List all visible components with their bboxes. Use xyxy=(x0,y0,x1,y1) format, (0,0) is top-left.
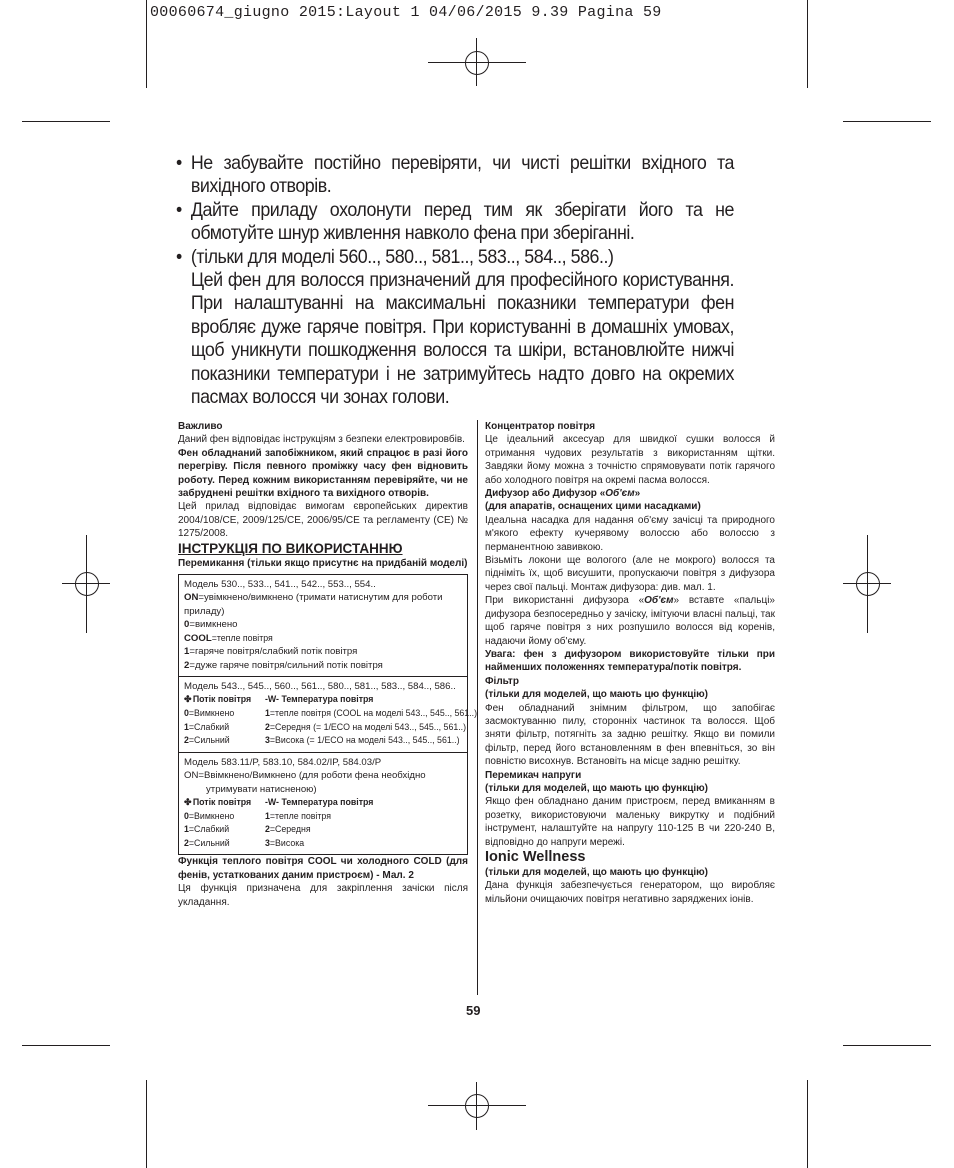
switch-table-section-2 xyxy=(179,676,477,752)
setting-cool: COOL=тепле повітря xyxy=(184,632,273,644)
model-line: Модель 530.., 533.., 541.., 542.., 553.., 554.. xyxy=(184,579,376,591)
directives-text: Цей прилад відповідає вимогам європейських директив 2004/108/CE, 2009/125/CE, 2006/95/CE та регламенту (CE) № 1275/2008. xyxy=(178,501,468,540)
temperature-cell: 2=Середня xyxy=(265,824,311,835)
temperature-header: -W- Температура повітря xyxy=(265,796,374,807)
filter-title: Фільтр xyxy=(485,675,519,687)
model-line: Модель 543.., 545.., 560.., 561.., 580.., 581.., 583.., 584.., 586.. xyxy=(184,680,456,692)
airflow-cell: 0=Вимкнено xyxy=(184,810,235,821)
bullet-item xyxy=(176,199,734,246)
on-line: ON=Ввімкнено/Вимкнено (для роботи фена необхідно xyxy=(184,770,426,782)
page-number: 59 xyxy=(466,1003,481,1018)
settings-grid xyxy=(184,796,462,850)
important-bold-text: Фен обладнаний запобіжником, який спрацює в разі його перегріву. Після певного проміжку часу фен відновить роботу. Перед кожним використанням перевіряйте, чи не забруднені решітки вхідного та вихідного отворів. xyxy=(178,447,468,500)
airflow-header: ✤ Потік повітря xyxy=(184,694,252,705)
heat-icon: -W- xyxy=(265,796,279,807)
on-line-continued: утримувати натисненою) xyxy=(206,783,317,795)
warning-bullet-list xyxy=(176,152,734,409)
crop-mark-bottom-left-h xyxy=(22,1045,110,1046)
bullet-text: Не забувайте постійно перевіряти, чи чисті решітки вхідного та вихідного отворів. xyxy=(190,153,734,198)
left-column xyxy=(178,420,477,909)
temperature-cell: 3=Висока (= 1/ECO на моделі 543.., 545.., 561..) xyxy=(265,735,460,746)
setting-on: ON=увімкнено/вимкнено (тримати натиснутим для роботи приладу) xyxy=(184,592,443,617)
crop-mark-top-right-v xyxy=(807,0,808,88)
airflow-cell: 1=Слабкий xyxy=(184,824,230,835)
temperature-cell: 1=тепле повітря xyxy=(265,810,331,821)
diffuser-text: Візьміть локони ще вологого (але не мокрого) волосся та підніміть їх, щоб висушити, пропускаючи повітря з дифузора через свої пальці. Монтаж дифузора: див. мал. 1. xyxy=(485,555,775,593)
switch-title: Перемикання (тільки якщо присутнє на придбаній моделі) xyxy=(178,557,468,569)
temperature-cell: 1=тепле повітря (COOL на моделі 543.., 545.., 561..) xyxy=(265,707,477,718)
crop-mark-top-right-h xyxy=(843,121,931,122)
concentrator-text: Це ідеальний аксесуар для швидкої сушки волосся й отримання чудових результатів з використанням щітки. Завдяки йому можна з точністю спрямовувати потік гарячого або холодного повітря на окремі пасма волосся. xyxy=(485,434,775,486)
model-line: Модель 583.11/P, 583.10, 584.02/IP, 584.03/P xyxy=(184,756,382,768)
setting-0: 0=вимкнено xyxy=(184,619,238,631)
switch-table-section-1 xyxy=(179,575,467,676)
ionic-text: Дана функція забезпечується генератором, що виробляє мільйони очищаючих повітря негативно заряджених іонів. xyxy=(485,880,775,905)
ionic-subtitle: (тільки для моделей, що мають цю функцію) xyxy=(485,867,709,878)
switch-table xyxy=(178,574,477,855)
crop-mark-top-left-h xyxy=(22,121,110,122)
bullet-text: Дайте приладу охолонути перед тим як зберігати його та не обмотуйте шнур живлення навколо фена при зберіганні. xyxy=(190,199,734,245)
bullet-extra-text: Цей фен для волосся призначений для професійного користування. При налаштуванні на максимальні показники температури фен вробляє дуже гаряче повітря. При користуванні в домашніх умовах, щоб уникнути пошкодження волосся та шкіри, встановлюйте нижчі показники температури і не затримуйтесь надто довго на окремих пасмах волосся чи зонах голови. xyxy=(190,270,734,409)
temperature-cell: 3=Висока xyxy=(265,837,305,848)
setting-2: 2=дуже гаряче повітря/сильний потік повітря xyxy=(184,659,383,671)
diffuser-subtitle: (для апаратів, оснащених цими насадками) xyxy=(485,501,701,513)
column-divider xyxy=(477,420,478,995)
bullet-item xyxy=(176,152,734,199)
concentrator-title: Концентратор повітря xyxy=(485,421,596,432)
bullet-text: (тільки для моделі 560.., 580.., 581.., 583.., 584.., 586..) xyxy=(190,246,614,268)
ionic-title: Ionic Wellness xyxy=(485,849,586,865)
print-slug: 00060674_giugno 2015:Layout 1 04/06/2015 9.39 Pagina 59 xyxy=(150,4,662,21)
important-text: Даний фен відповідає інструкціям з безпеки електровировбів. xyxy=(178,434,465,446)
crop-mark-bottom-right-v xyxy=(807,1080,808,1168)
temperature-cell: 2=Середня (= 1/ECO на моделі 543.., 545.., 561..) xyxy=(265,721,467,732)
setting-1: 1=гаряче повітря/слабкий потік повітря xyxy=(184,646,358,658)
airflow-cell: 2=Сильний xyxy=(184,837,230,848)
fan-icon: ✤ xyxy=(184,694,191,705)
diffuser-warning: Увага: фен з дифузором використовуйте тільки при найменших положеннях температура/потік повітря. xyxy=(485,648,775,674)
airflow-header: ✤ Потік повітря xyxy=(184,796,252,807)
cool-function-title: Функція теплого повітря COOL чи холодного COLD (для фенів, устаткованих даним пристроєм) - Мал. 2 xyxy=(178,856,468,881)
crop-mark-bottom-right-h xyxy=(843,1045,931,1046)
bullet-glyph: • xyxy=(176,246,182,268)
voltage-text: Якщо фен обладнано даним пристроєм, перед вмиканням в розетку, використовуючи маленьку викрутку и подібний інструмент, налаштуйте на напругу 110-125 В чи 220-240 В, відповідно до напруги мережі. xyxy=(485,796,775,848)
bullet-glyph: • xyxy=(176,153,182,174)
switch-table-section-3 xyxy=(179,752,467,855)
crop-mark-bottom-left-v xyxy=(146,1080,147,1168)
instructions-title: ІНСТРУКЦІЯ ПО ВИКОРИСТАННЮ xyxy=(178,540,403,556)
cool-function-text: Ця функція призначена для закріплення зачіски після укладання. xyxy=(178,883,468,908)
heat-icon: -W- xyxy=(265,694,279,705)
bullet-item xyxy=(176,246,734,410)
diffuser-title: Дифузор або Дифузор «Об'єм» xyxy=(485,488,641,500)
diffuser-text: Ідеальна насадка для надання об'єму зачісці та природного м'якого ефекту кучерявому волоссю або волоссю з перманентною завивкою. xyxy=(485,514,775,553)
bullet-glyph: • xyxy=(176,199,182,221)
diffuser-usage-text: При використанні дифузора «Об'єм» вставте «пальці» дифузора безпосередньо у зачіску, імітуючи власні пальці, так щоб гаряче повітря з них розпушило волосся від коренів, надаючи йому об'єму. xyxy=(485,595,775,647)
voltage-subtitle: (тільки для моделей, що мають цю функцію) xyxy=(485,782,709,794)
important-title: Важливо xyxy=(178,421,223,432)
voltage-title: Перемикач напруги xyxy=(485,769,582,781)
airflow-cell: 0=Вимкнено xyxy=(184,707,235,718)
right-column xyxy=(485,420,775,906)
airflow-cell: 1=Слабкий xyxy=(184,721,230,732)
crop-mark-top-left-v xyxy=(146,0,147,88)
fan-icon: ✤ xyxy=(184,796,191,807)
filter-subtitle: (тільки для моделей, що мають цю функцію) xyxy=(485,689,709,701)
filter-text: Фен обладнаний знімним фільтром, що запобігає засмоктуванню пилу, сторонніх частинок та волосся. Щоб зняти фільтр, потягніть за задню решітку. Якщо ви помили фільтр, перед його встановленням в фен впевніться, зо він повністю висохнув. Встановіть на місце задню решітку. xyxy=(485,702,775,768)
temperature-header: -W- Температура повітря xyxy=(265,694,374,705)
airflow-cell: 2=Сильний xyxy=(184,735,230,746)
settings-grid xyxy=(184,693,477,747)
